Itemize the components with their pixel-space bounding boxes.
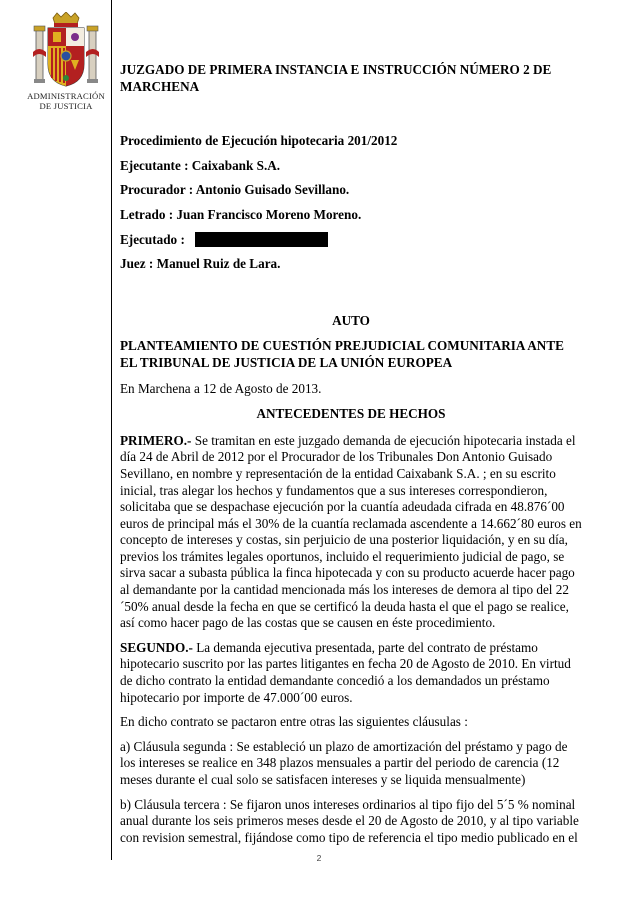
procurador-line: Procurador : Antonio Guisado Sevillano. xyxy=(120,182,350,198)
primero-text: Se tramitan en este juzgado demanda de ejecución hipotecaria instada el día 24 de Abril de 2012 por el Procurador de los Tribunales Don Antonio Guisado Sevillano, en nombre y representación de la entidad Caixabank S.A. ; en su escrito inicial, tras alegar los hechos y fundamentos que a sus intereses correspondieron, solicitaba que se despachase ejecución por la cuantía adeudada cifrada en 48.876´00 euros de principal más el 30% de la cuantía reclamada ascendente a 14.662´80 euros en concepto de intereses y costas, sin perjuicio de una posterior liquidación, y en su día, previos los trámites legales oportunos, incluido el requerimiento judicial de pago, se sirva sacar a subasta pública la finca hipotecada y con su producto acuerde hacer pago al demandante por la cantidad mencionada más los intereses de demora al tipo del 22´50% anual desde la fecha en que se certificó la deuda hasta el que el pago se realice, así como hacer pago de las costas que se causen en éste procedimiento. xyxy=(120,432,582,631)
section-title: ANTECEDENTES DE HECHOS xyxy=(256,406,446,422)
auto-title: AUTO xyxy=(332,312,370,328)
ejecutante-line: Ejecutante : Caixabank S.A. xyxy=(120,157,281,173)
segundo-text: La demanda ejecutiva presentada, parte del contrato de préstamo hipotecario suscrito por las partes litigantes en fecha 20 de Agosto de 2010. En virtud de dicho contrato la entidad demandante concedió a los demandados un préstamo hipotecario por importe de 47.000´00 euros. xyxy=(120,639,571,705)
document-body xyxy=(120,62,582,846)
paragraph-primero xyxy=(120,433,582,632)
juez-line: Juez : Manuel Ruiz de Lara. xyxy=(120,256,281,272)
logo-caption-line2: DE JUSTICIA xyxy=(39,101,93,111)
page-number: 2 xyxy=(316,853,322,863)
logo-caption xyxy=(22,91,110,111)
procedure-line: Procedimiento de Ejecución hipotecaria 201/2012 xyxy=(120,133,398,149)
segundo-label: SEGUNDO.- xyxy=(120,639,193,655)
letrado-line: Letrado : Juan Francisco Moreno Moreno. xyxy=(120,206,362,222)
coat-of-arms-icon xyxy=(33,12,99,92)
paragraph-segundo xyxy=(120,640,582,706)
redaction-bar xyxy=(195,232,328,247)
ejecutado-label: Ejecutado : xyxy=(120,231,185,247)
date-line: En Marchena a 12 de Agosto de 2013. xyxy=(120,380,322,396)
ejecutado-line xyxy=(120,232,582,249)
margin-rule xyxy=(111,0,112,860)
court-heading: JUZGADO DE PRIMERA INSTANCIA E INSTRUCCIÓN NÚMERO 2 DE MARCHENA xyxy=(120,62,552,94)
subject-heading: PLANTEAMIENTO DE CUESTIÓN PREJUDICIAL COMUNITARIA ANTE EL TRIBUNAL DE JUSTICIA DE LA UNIÓN EUROPEA xyxy=(120,338,564,370)
clause-a: a) Cláusula segunda : Se estableció un plazo de amortización del préstamo y pago de los intereses se realice en 348 plazos mensuales a partir del periodo de carencia (12 meses durante el cual solo se satisfacen intereses y se liquida mensualmente) xyxy=(120,738,568,787)
clauses-intro: En dicho contrato se pactaron entre otras las siguientes cláusulas : xyxy=(120,714,468,730)
logo-caption-line1: ADMINISTRACIÓN xyxy=(27,91,105,101)
primero-label: PRIMERO.- xyxy=(120,432,192,448)
clause-b: b) Cláusula tercera : Se fijaron unos intereses ordinarios al tipo fijo del 5´5 % nominal anual durante los seis primeros meses desde el 20 de Agosto de 2010, y al tipo variable con revision semestral, fijándose como tipo de referencia el tipo medio publicado en el xyxy=(120,796,579,845)
